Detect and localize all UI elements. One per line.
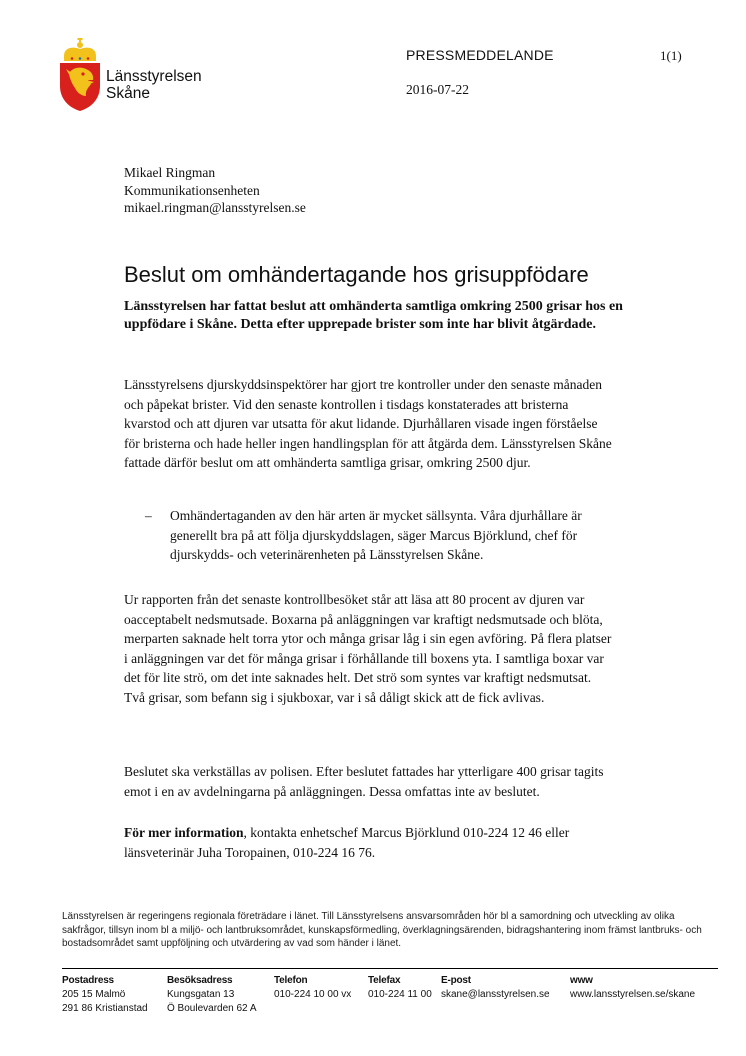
logo-line-2: Skåne [106,85,150,102]
footer-label-besoksadress: Besöksadress [167,975,233,986]
contact-unit: Kommunikationsenheten [124,182,260,198]
footer-besoksadress-1: Kungsgatan 13 [167,989,235,1000]
footer-label-postadress: Postadress [62,975,114,986]
footer-col-besoksadress [167,974,257,1016]
lead-paragraph: Länsstyrelsen har fattat beslut att omhänderta samtliga omkring 2500 grisar hos en uppfödare i Skåne. Detta efter upprepade brister som inte har blivit åtgärdade. [124,299,623,332]
footer-divider [62,968,718,969]
footer-label-epost: E-post [441,975,471,986]
body-paragraph-1: Länsstyrelsens djurskyddsinspektörer har gjort tre kontroller under den senaste månaden och påpekat brister. Vid den senaste kontrollen i tisdags konstaterades att bristerna kvarstod och att djuren var utsatta för akut lidande. Djurhållaren visade ingen förståelse för bristerna och hade heller ingen handlingsplan för att åtgärda dem. Länsstyrelsen Skåne fattade därför beslut om att omhänderta samtliga grisar, omkring 2500 djur. [124,377,612,470]
footer-intro: Länsstyrelsen är regeringens regionala företrädare i länet. Till Länsstyrelsens ansvarsområden hör bl a samordning och utveckling av olika sakfrågor, tillsyn inom bl a miljö- och lantbruksområdet, kunskapsförmedling, överklagningsärenden, bidragshantering inom främst lantbruks- och bostadsområdet samt uppföljning och utvärdering av vad som händer i länet. [62,911,702,949]
footer-label-www: www [570,975,593,986]
quote-paragraph [147,506,617,565]
footer-col-telefax [368,974,432,1002]
logo-wordmark [106,68,202,102]
footer-telefon-1: 010-224 10 00 vx [274,989,352,1000]
contact-email: mikael.ringman@lansstyrelsen.se [124,200,306,215]
quote-text: Omhändertaganden av den här arten är mycket sällsynta. Våra djurhållare är generellt bra på att följa djurskyddslagen, säger Marcus Björklund, chef för djurskydds- och veterinärenheten på Länsstyrelsen Skåne. [170,508,582,562]
footer-col-www [570,974,695,1002]
footer-label-telefon: Telefon [274,975,308,986]
body-paragraph-2: Ur rapporten från det senaste kontrollbesöket står att läsa att 80 procent av djuren var oacceptabelt nedsmutsade. Boxarna på anläggningen var kraftigt nedsmutsade och blöta, merparten saknade helt torra ytor och många grisar låg i sin egen avföring. På flera platser i anläggningen var det för många grisar i förhållande till boxens yta. I samtliga boxar var det för lite strö, om det inte saknades helt. Det strö som syntes var kraftigt nedsmutsat. Två grisar, som befann sig i sjukboxar, var i så dåligt skick att de fick avlivas. [124,592,612,705]
footer-epost-1: skane@lansstyrelsen.se [441,989,550,1000]
page-number: 1(1) [660,48,682,63]
footer-telefax-1: 010-224 11 00 [368,989,432,1000]
footer-col-epost [441,974,550,1002]
more-info-paragraph [124,823,614,862]
footer-www-1: www.lansstyrelsen.se/skane [570,989,696,1000]
document-date: 2016-07-22 [406,82,469,97]
more-info-text: , kontakta enhetschef Marcus Björklund 010-224 12 46 eller länsveterinär Juha Toropainen, 010-224 16 76. [124,825,570,860]
footer-label-telefax: Telefax [368,975,401,986]
footer-col-telefon [274,974,351,1002]
press-release-headline: Beslut om omhändertagande hos grisuppfödare [124,262,589,287]
more-info-label: För mer information [124,825,244,840]
coat-of-arms-icon [58,38,102,112]
shield-icon [60,63,100,111]
footer-postadress-1: 205 15 Malmö [62,989,126,1000]
footer-postadress-2: 291 86 Kristianstad [62,1003,148,1014]
contact-block [124,164,306,217]
quote-dash: – [145,508,152,523]
contact-name: Mikael Ringman [124,165,216,180]
logo-line-1: Länsstyrelsen [106,68,202,85]
document-type: PRESSMEDDELANDE [406,47,554,63]
footer-besoksadress-2: Ö Boulevarden 62 A [167,1003,257,1014]
body-paragraph-3: Beslutet ska verkställas av polisen. Efter beslutet fattades har ytterligare 400 grisar tagits emot i en av avdelningarna på anläggningen. Dessa omfattas inte av beslutet. [124,764,604,799]
crown-icon [64,38,96,61]
footer-col-postadress [62,974,148,1016]
